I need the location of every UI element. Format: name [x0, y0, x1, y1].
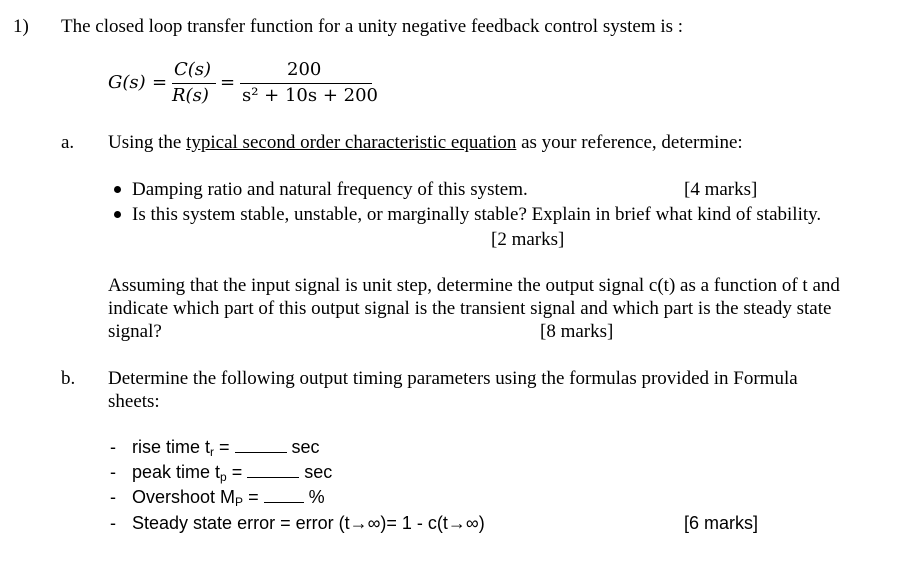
overshoot-unit: % [303, 487, 325, 507]
list-dash: - [110, 462, 116, 482]
part-a-intro-underlined: typical second order characteristic equation [186, 132, 517, 153]
formula-main-bar [240, 83, 372, 84]
peak-time-unit: sec [299, 462, 333, 482]
formula-equals-2: = [220, 72, 236, 93]
bullet-marks-2: [2 marks] [491, 229, 565, 250]
peak-time-subscript: p [220, 470, 227, 484]
bullet-text-2: Is this system stable, unstable, or marginally stable? Explain in brief what kind of stability. [132, 204, 822, 225]
bullet-icon [114, 186, 121, 193]
rise-time-unit: sec [286, 437, 320, 457]
part-a-intro [108, 132, 743, 154]
part-a-intro-prefix: Using the [108, 132, 187, 153]
rise-time-item [132, 437, 320, 460]
question-number: 1) [13, 16, 29, 37]
peak-time-label: peak time t [132, 462, 221, 482]
bullet-text-1: Damping ratio and natural frequency of this system. [132, 179, 528, 200]
overshoot-equals: = [243, 487, 264, 507]
part-a-intro-suffix: as your reference, determine: [516, 132, 743, 153]
rise-time-blank [235, 438, 287, 453]
overshoot-label: Overshoot M [132, 487, 236, 507]
overshoot-blank [264, 488, 304, 503]
overshoot-subscript: P [235, 495, 244, 509]
peak-time-equals: = [226, 462, 248, 482]
list-dash: - [110, 487, 116, 507]
steady-state-error-item: Steady state error = error (t→∞)= 1 - c(t→∞) [132, 513, 485, 533]
bullet-icon [114, 211, 121, 218]
formula-numerator: 200 [287, 59, 322, 80]
formula-denominator: s² + 10s + 200 [242, 85, 379, 106]
step-question-line-1: Assuming that the input signal is unit step, determine the output signal c(t) as a function of t and [108, 275, 840, 296]
rise-time-subscript: r [210, 445, 215, 459]
formula-ratio-denominator: R(s) [172, 85, 209, 106]
formula-lhs: G(s) [108, 72, 146, 93]
part-b-label: b. [61, 368, 76, 389]
rise-time-equals: = [214, 437, 235, 457]
part-a-label: a. [61, 132, 75, 153]
part-b-intro-line-1: Determine the following output timing parameters using the formulas provided in Formula [108, 368, 798, 389]
formula-ratio-bar [172, 83, 216, 84]
part-b-intro-line-2: sheets: [108, 391, 160, 412]
list-dash: - [110, 437, 116, 457]
step-question-marks: [8 marks] [540, 321, 614, 342]
overshoot-item [132, 487, 325, 510]
question-statement: The closed loop transfer function for a unity negative feedback control system is : [61, 16, 684, 37]
formula-ratio-numerator: C(s) [174, 59, 212, 80]
part-b-marks: [6 marks] [684, 513, 759, 533]
rise-time-label: rise time t [132, 437, 211, 457]
peak-time-item [132, 462, 332, 485]
peak-time-blank [247, 463, 299, 478]
step-question-line-2: indicate which part of this output signal is the transient signal and which part is the steady state [108, 298, 832, 319]
bullet-marks-1: [4 marks] [684, 179, 758, 200]
formula-equals-1: = [152, 72, 168, 93]
step-question-line-3: signal? [108, 321, 162, 342]
list-dash: - [110, 513, 116, 533]
